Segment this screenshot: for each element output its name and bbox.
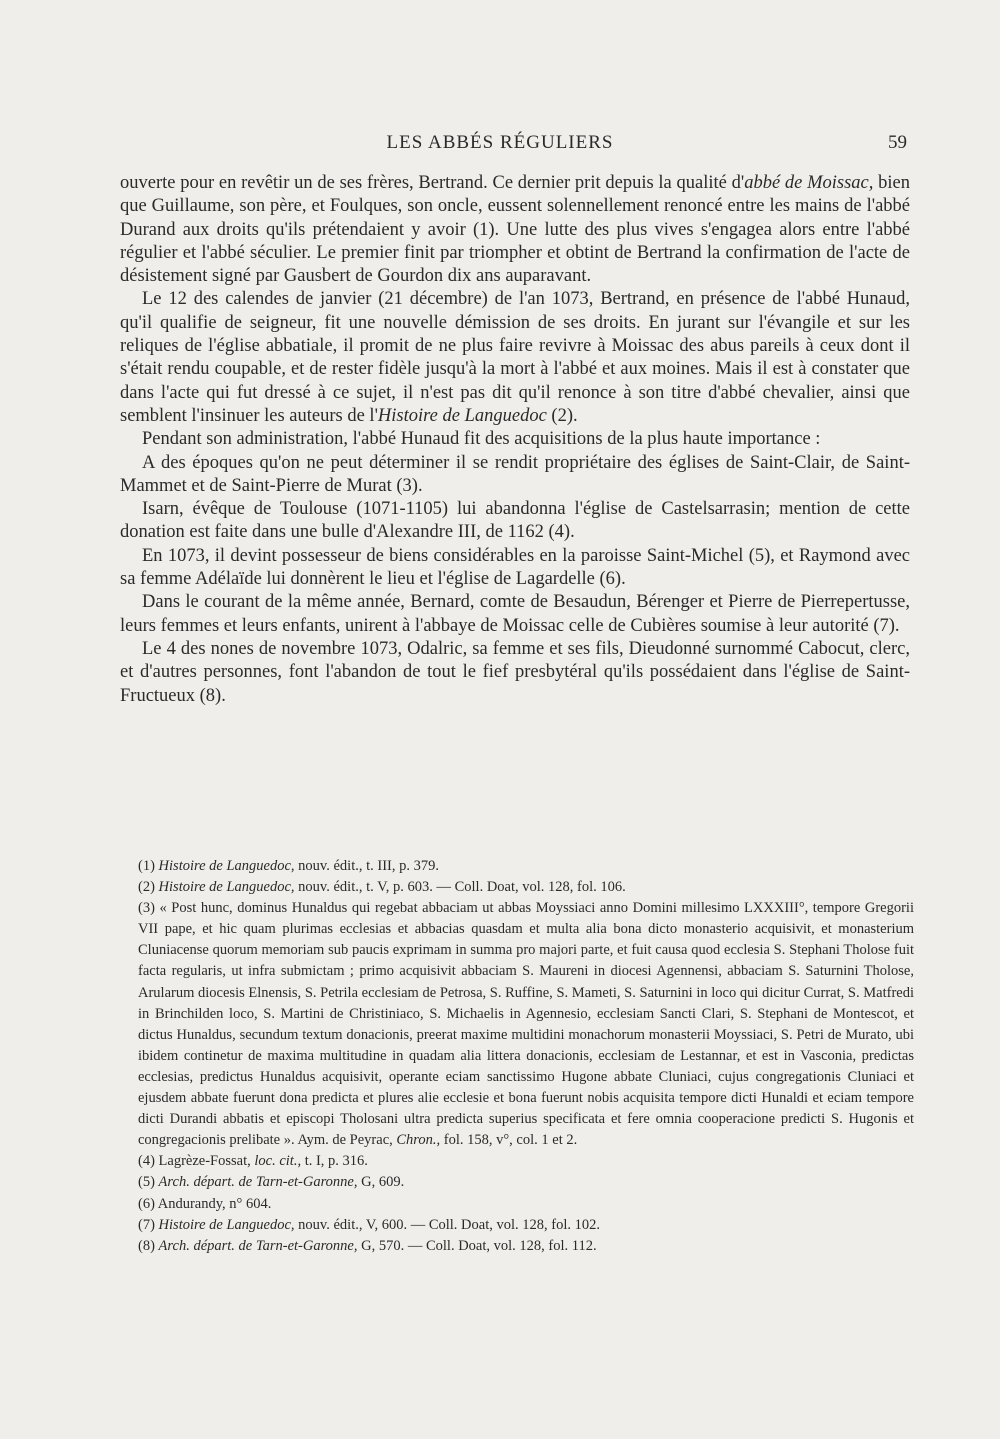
footnote-title: Histoire de Languedoc, (158, 879, 295, 896)
paragraph-4: A des époques qu'on ne peut déterminer il se rendit propriétaire des églises de Saint-Clair, de Saint-Mammet et de Saint-Pierre de Murat (3). (120, 452, 910, 496)
footnote-1 (138, 856, 914, 877)
footnote-text: t. I, p. 316. (301, 1153, 368, 1170)
footnote-text: G, 609. (357, 1174, 405, 1191)
footnote-text: G, 570. — Coll. Doat, vol. 128, fol. 112. (357, 1237, 597, 1254)
footnote-title: Arch. départ. de Tarn-et-Garonne, (158, 1174, 358, 1191)
footnote-text: nouv. édit., t. III, p. 379. (294, 858, 439, 874)
footnote-number: (5) (138, 1174, 159, 1191)
text-run: Le 12 des calendes de janvier (21 décembre) de l'an 1073, Bertrand, en présence de l'abbé Hunaud, qu'il qualifie de seigneur, fit une nouvelle démission de ses droits. En jurant sur l'évangile et sur les reliques de l'église abbatiale, il promit de ne plus faire revivre à Moissac des abus pareils à ceux dont il s'était rendu coupable, et de rester fidèle jusqu'à la mort à l'abbé et aux moines. Mais il est à constater que dans l'acte qui fut dressé à ce sujet, il n'est pas dit qu'il renonce à son titre d'abbé chevalier, ainsi que semblent l'insinuer les auteurs de l' (120, 289, 910, 426)
paragraph-2 (120, 288, 910, 428)
footnote-number: (1) (138, 858, 159, 874)
footnote-7 (138, 1215, 914, 1236)
footnote-title: Arch. départ. de Tarn-et-Garonne, (158, 1237, 358, 1254)
footnote-text: fol. 158, v°, col. 1 et 2. (440, 1132, 578, 1149)
footnote-number: (2) (138, 879, 159, 896)
footnote-number: (7) (138, 1216, 159, 1233)
text-run: bien que Guillaume, son père, et Foulques, son oncle, eussent solennellement renoncé entre les mains de l'abbé Durand aux droits qu'ils prétendaient y avoir (1). Une lutte des plus vives s'engagea alors entre l'abbé régulier et l'abbé séculier. Le premier finit par triompher et obtint de Bertrand la confirmation de l'acte de désistement signé par Gausbert de Gourdon dix ans auparavant. (120, 173, 910, 287)
paragraph-7: Dans le courant de la même année, Bernard, comte de Besaudun, Bérenger et Pierre de Pierrepertusse, leurs femmes et leurs enfants, unirent à l'abbaye de Moissac celle de Cubières soumise à leur autorité (7). (120, 592, 910, 636)
footnote-title: Histoire de Languedoc, (158, 858, 295, 874)
text-run: (2). (546, 405, 578, 426)
footnote-2 (138, 877, 914, 898)
footnote-number: (4) Lagrèze-Fossat, (138, 1153, 255, 1170)
footnote-title: Histoire de Languedoc, (158, 1216, 295, 1233)
footnote-number: (8) (138, 1237, 159, 1254)
text-run: ouverte pour en revêtir un de ses frères, Bertrand. Ce dernier prit depuis la qualité d' (120, 173, 745, 193)
paragraph-6: En 1073, il devint possesseur de biens considérables en la paroisse Saint-Michel (5), et Raymond avec sa femme Adélaïde lui donnèrent le lieu et l'église de Lagardelle (6). (120, 545, 910, 590)
footnote-text: nouv. édit., V, 600. — Coll. Doat, vol. 128, fol. 102. (294, 1216, 600, 1233)
running-title: LES ABBÉS RÉGULIERS (386, 132, 614, 153)
footnote-text: nouv. édit., t. V, p. 603. — Coll. Doat, vol. 128, fol. 106. (294, 879, 626, 896)
running-head (0, 132, 1000, 158)
footnote-4 (138, 1151, 914, 1172)
paragraph-3: Pendant son administration, l'abbé Hunaud fit des acquisitions de la plus haute importance : (142, 429, 821, 450)
paragraph-1 (120, 172, 910, 288)
page-number: 59 (888, 132, 907, 153)
footnote-3 (138, 898, 914, 1151)
footnotes (138, 856, 914, 1257)
italic-text: Histoire de Languedoc (377, 405, 547, 426)
italic-text: abbé de Moissac, (744, 173, 874, 193)
footnote-text: (3) « Post hunc, dominus Hunaldus qui regebat abbaciam ut abbas Moyssiaci anno Domini millesimo LXXXIII°, tempore Gregorii VII pape, et hic quam plurimas ecclesias et abbacias quasdam et multa alia bona dicto monasterio acquisivit, et monasterium Cluniacense quorum memoriam sub paucis exprimam in summa pro majori parte, et fuit causa quod ecclesia S. Stephani Tholose fuit facta regularis, ut infra submictam ; primo acquisivit abbaciam S. Maureni in diocesi Agennensi, abbaciam S. Saturnini Tholose, Arularum diocesis Elnensis, S. Petrila ecclesiam de Petrosa, S. Ruffine, S. Mameti, S. Saturnini in loco qui dicitur Currat, S. Matfredi in Brinchilden loco, S. Martini de Christiniaco, S. Michaelis in Agennesio, ecclesiam Sancti Clari, S. Stephani de Montescot, et dictus Hunaldus, secundum textum donacionis, preerat maxime multidini monachorum monasterii Moyssiaci, S. Petri de Murato, ubi ibidem continetur de maxima multitudine in quadam alia littera donacionis, ecclesiam de Lestannar, et est in Vasconia, predictas ecclesias, predictus Hunaldus acquisivit, operante eciam sanctissimo Hugone abbate Cluniaci, cujus congregationis Cluniaci et ejusdem abbate fuerunt dona predicta et plures alie ecclesie et bona fuerunt nobis acquisita tempore dicti Hunaldi et eciam tempore dicti Durandi abbatis et episcopi Tholosani ultra predicta superius specificata et fere omnia cooperacione predicti S. Hugonis et congregacionis prelibate ». Aym. de Peyrac, (138, 900, 914, 1149)
paragraph-5: Isarn, évêque de Toulouse (1071-1105) lui abandonna l'église de Castelsarrasin; mention de cette donation est faite dans une bulle d'Alexandre III, de 1162 (4). (120, 499, 910, 543)
body-text (120, 172, 910, 708)
footnote-6: (6) Andurandy, n° 604. (138, 1195, 272, 1212)
footnote-title: loc. cit., (254, 1153, 302, 1170)
paragraph-8: Le 4 des nones de novembre 1073, Odalric, sa femme et ses fils, Dieudonné surnommé Cabocut, clerc, et d'autres personnes, font l'abandon de tout le fief presbytéral qu'ils possédaient dans l'église de Saint-Fructueux (8). (120, 638, 910, 706)
footnote-5 (138, 1172, 914, 1193)
footnote-8 (138, 1236, 914, 1257)
footnote-title: Chron., (396, 1132, 441, 1149)
